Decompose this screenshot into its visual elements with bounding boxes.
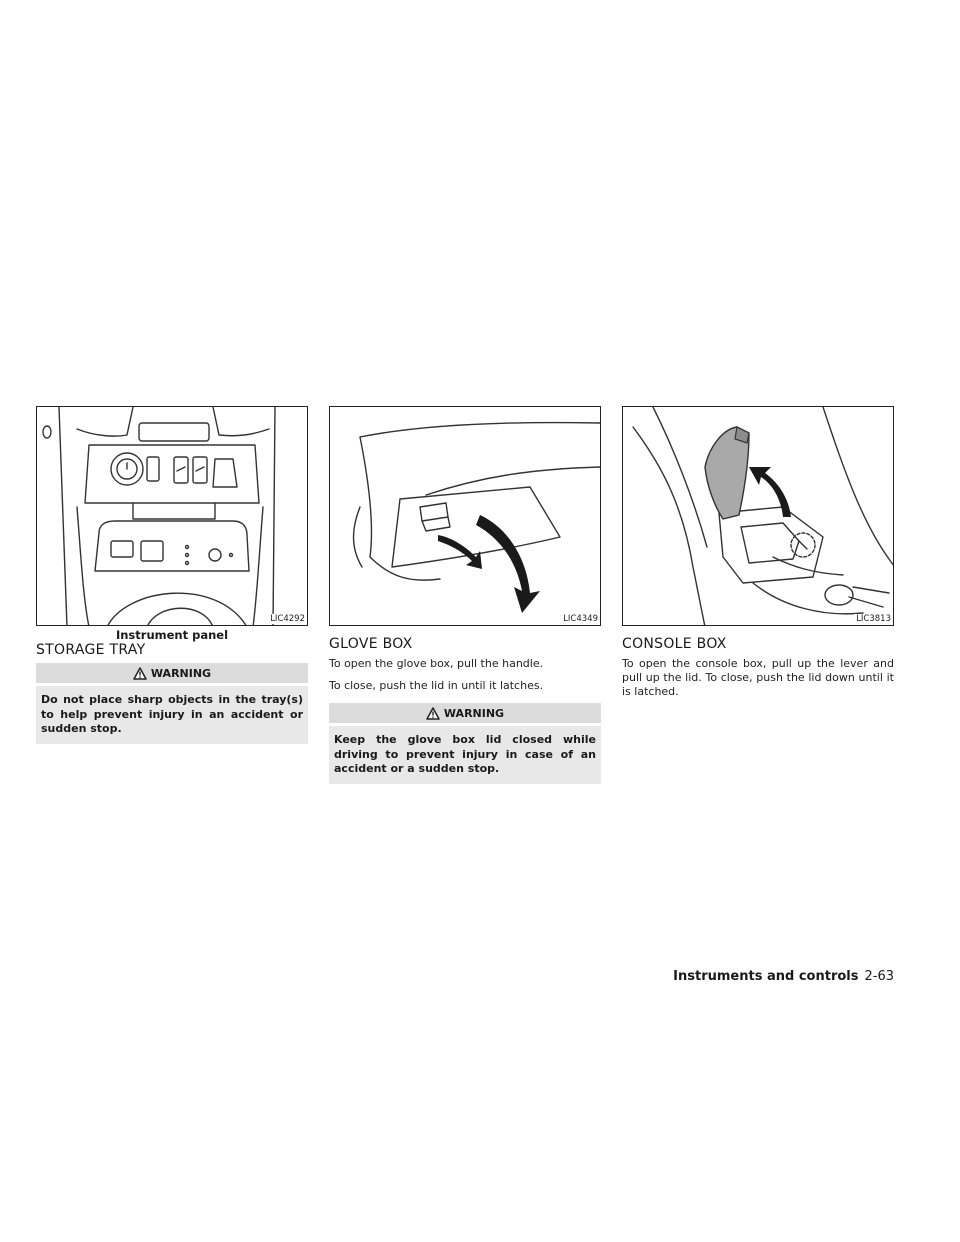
warning-text: Do not place sharp objects in the tray(s) to help prevent injury in an accident or sudden stop. [36,686,308,744]
warning-label: WARNING [443,706,505,720]
paragraph: To open the glove box, pull the handle. [329,657,544,670]
warning-triangle-icon [426,707,440,720]
footer-section-title: Instruments and controls [673,969,859,984]
figure-code: LIC4349 [563,614,598,624]
glove-box-illustration [330,407,601,626]
column-console-box [622,406,894,699]
section-heading-glove-box: GLOVE BOX [329,636,413,652]
paragraph: To close, push the lid in until it latches. [329,679,544,692]
warning-label: WARNING [150,666,212,680]
column-storage-tray [36,406,308,744]
warning-header [329,703,601,723]
instrument-panel-illustration [37,407,308,626]
section-heading-storage-tray: STORAGE TRAY [36,642,146,658]
console-box-illustration [623,407,894,626]
figure-code: LIC4292 [270,614,305,624]
page-footer [673,969,894,984]
paragraph: To open the console box, pull up the lever and pull up the lid. To close, push the lid down until it is latched. [622,657,894,698]
column-glove-box [329,406,601,784]
figure-code: LIC3813 [856,614,891,624]
figure-caption: Instrument panel [115,628,229,642]
section-heading-console-box: CONSOLE BOX [622,636,727,652]
page-number: 2-63 [864,969,894,984]
figure-instrument-panel [36,406,308,626]
warning-triangle-icon [133,667,147,680]
figure-glove-box [329,406,601,626]
warning-header [36,663,308,683]
figure-console-box [622,406,894,626]
warning-text: Keep the glove box lid closed while driving to prevent injury in case of an accident or a sudden stop. [329,726,601,784]
